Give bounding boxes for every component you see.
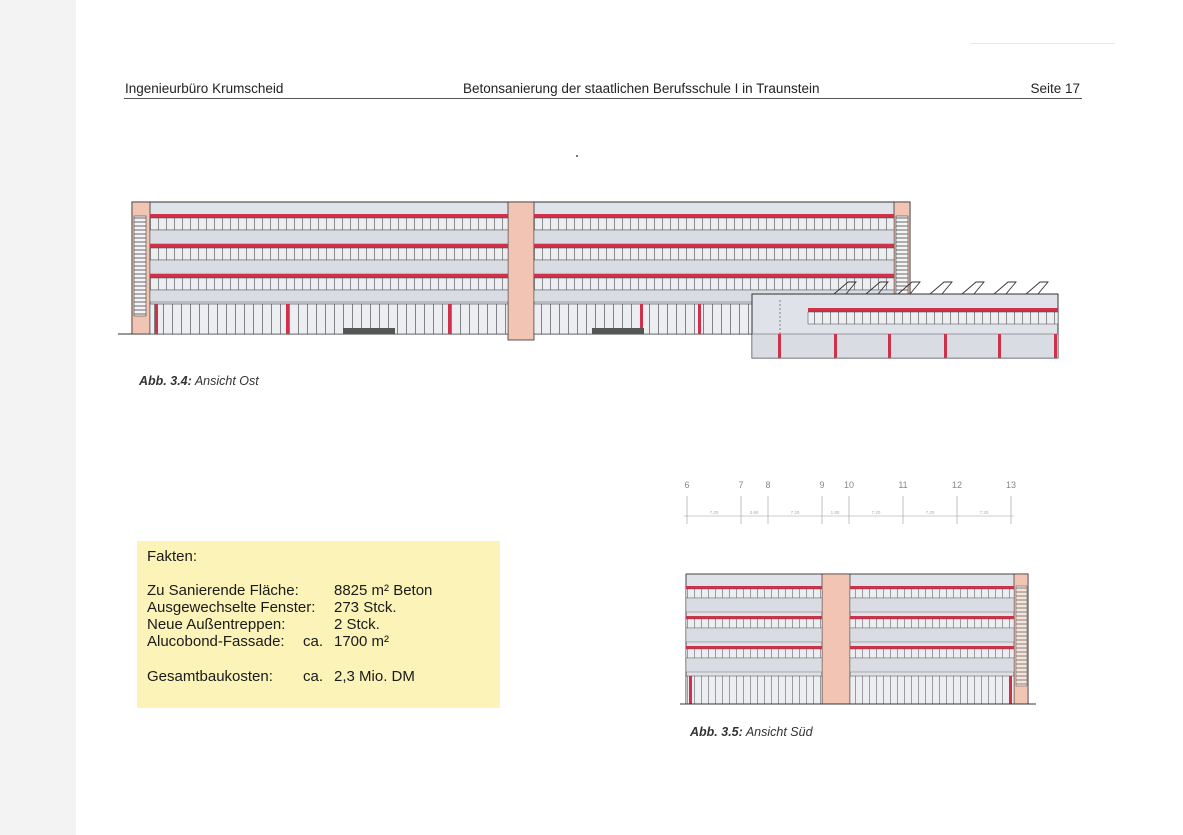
axis-label: 8 (765, 480, 771, 490)
dimension-value: 1.80 (830, 510, 840, 515)
fact-prefix: ca. (303, 633, 324, 650)
dimension-value: 7.20 (925, 510, 935, 515)
figure-3-5-caption (690, 725, 813, 739)
east-elevation-drawing (118, 196, 1063, 364)
fact-value: 1700 m² (334, 633, 390, 650)
axis-label: 9 (819, 480, 825, 490)
page-header (124, 81, 1082, 99)
figure-3-5-number: Abb. 3.5: (690, 725, 743, 739)
figure-3-5-title: Ansicht Süd (745, 725, 813, 739)
fact-value: 2,3 Mio. DM (334, 668, 415, 685)
axis-label: 6 (684, 480, 690, 490)
south-axis-labels (684, 480, 1016, 490)
figure-3-4-title: Ansicht Ost (194, 374, 259, 388)
header-project-title: Betonsanierung der staatlichen Berufsschule I in Traunstein (463, 81, 820, 96)
figure-3-4-caption (139, 374, 259, 388)
scan-speck (576, 155, 578, 157)
scan-artifact (970, 43, 1115, 44)
fact-value: 2 Stck. (334, 616, 380, 633)
dimension-value: 7.20 (871, 510, 881, 515)
fact-label: Zu Sanierende Fläche: (147, 582, 299, 599)
fact-label: Neue Außentreppen: (147, 616, 286, 633)
dimension-value: 7.20 (709, 510, 719, 515)
fact-value: 273 Stck. (334, 599, 397, 616)
axis-label: 10 (843, 480, 855, 490)
header-company: Ingenieurbüro Krumscheid (125, 81, 284, 96)
header-page-number: Seite 17 (1030, 81, 1080, 96)
fact-prefix: ca. (303, 668, 324, 685)
fact-label: Alucobond-Fassade: (147, 633, 285, 650)
fact-value: 8825 m² Beton (334, 582, 433, 599)
fact-label: Gesamtbaukosten: (147, 668, 273, 685)
dimension-value: 3.60 (749, 510, 759, 515)
axis-label: 7 (738, 480, 744, 490)
east-ground-floor (150, 304, 754, 334)
axis-label: 13 (1005, 480, 1017, 490)
facts-title: Fakten: (147, 548, 198, 565)
dimension-value: 7.20 (979, 510, 989, 515)
figure-3-4-number: Abb. 3.4: (139, 374, 192, 388)
dimension-value: 7.20 (790, 510, 800, 515)
south-elevation-drawing (680, 474, 1040, 710)
axis-label: 11 (898, 480, 908, 490)
facts-box (137, 541, 500, 708)
south-dimension-line (684, 496, 1014, 524)
axis-label: 12 (951, 480, 963, 490)
south-building (680, 574, 1036, 704)
fact-label: Ausgewechselte Fenster: (147, 599, 316, 616)
scan-margin (0, 0, 76, 835)
